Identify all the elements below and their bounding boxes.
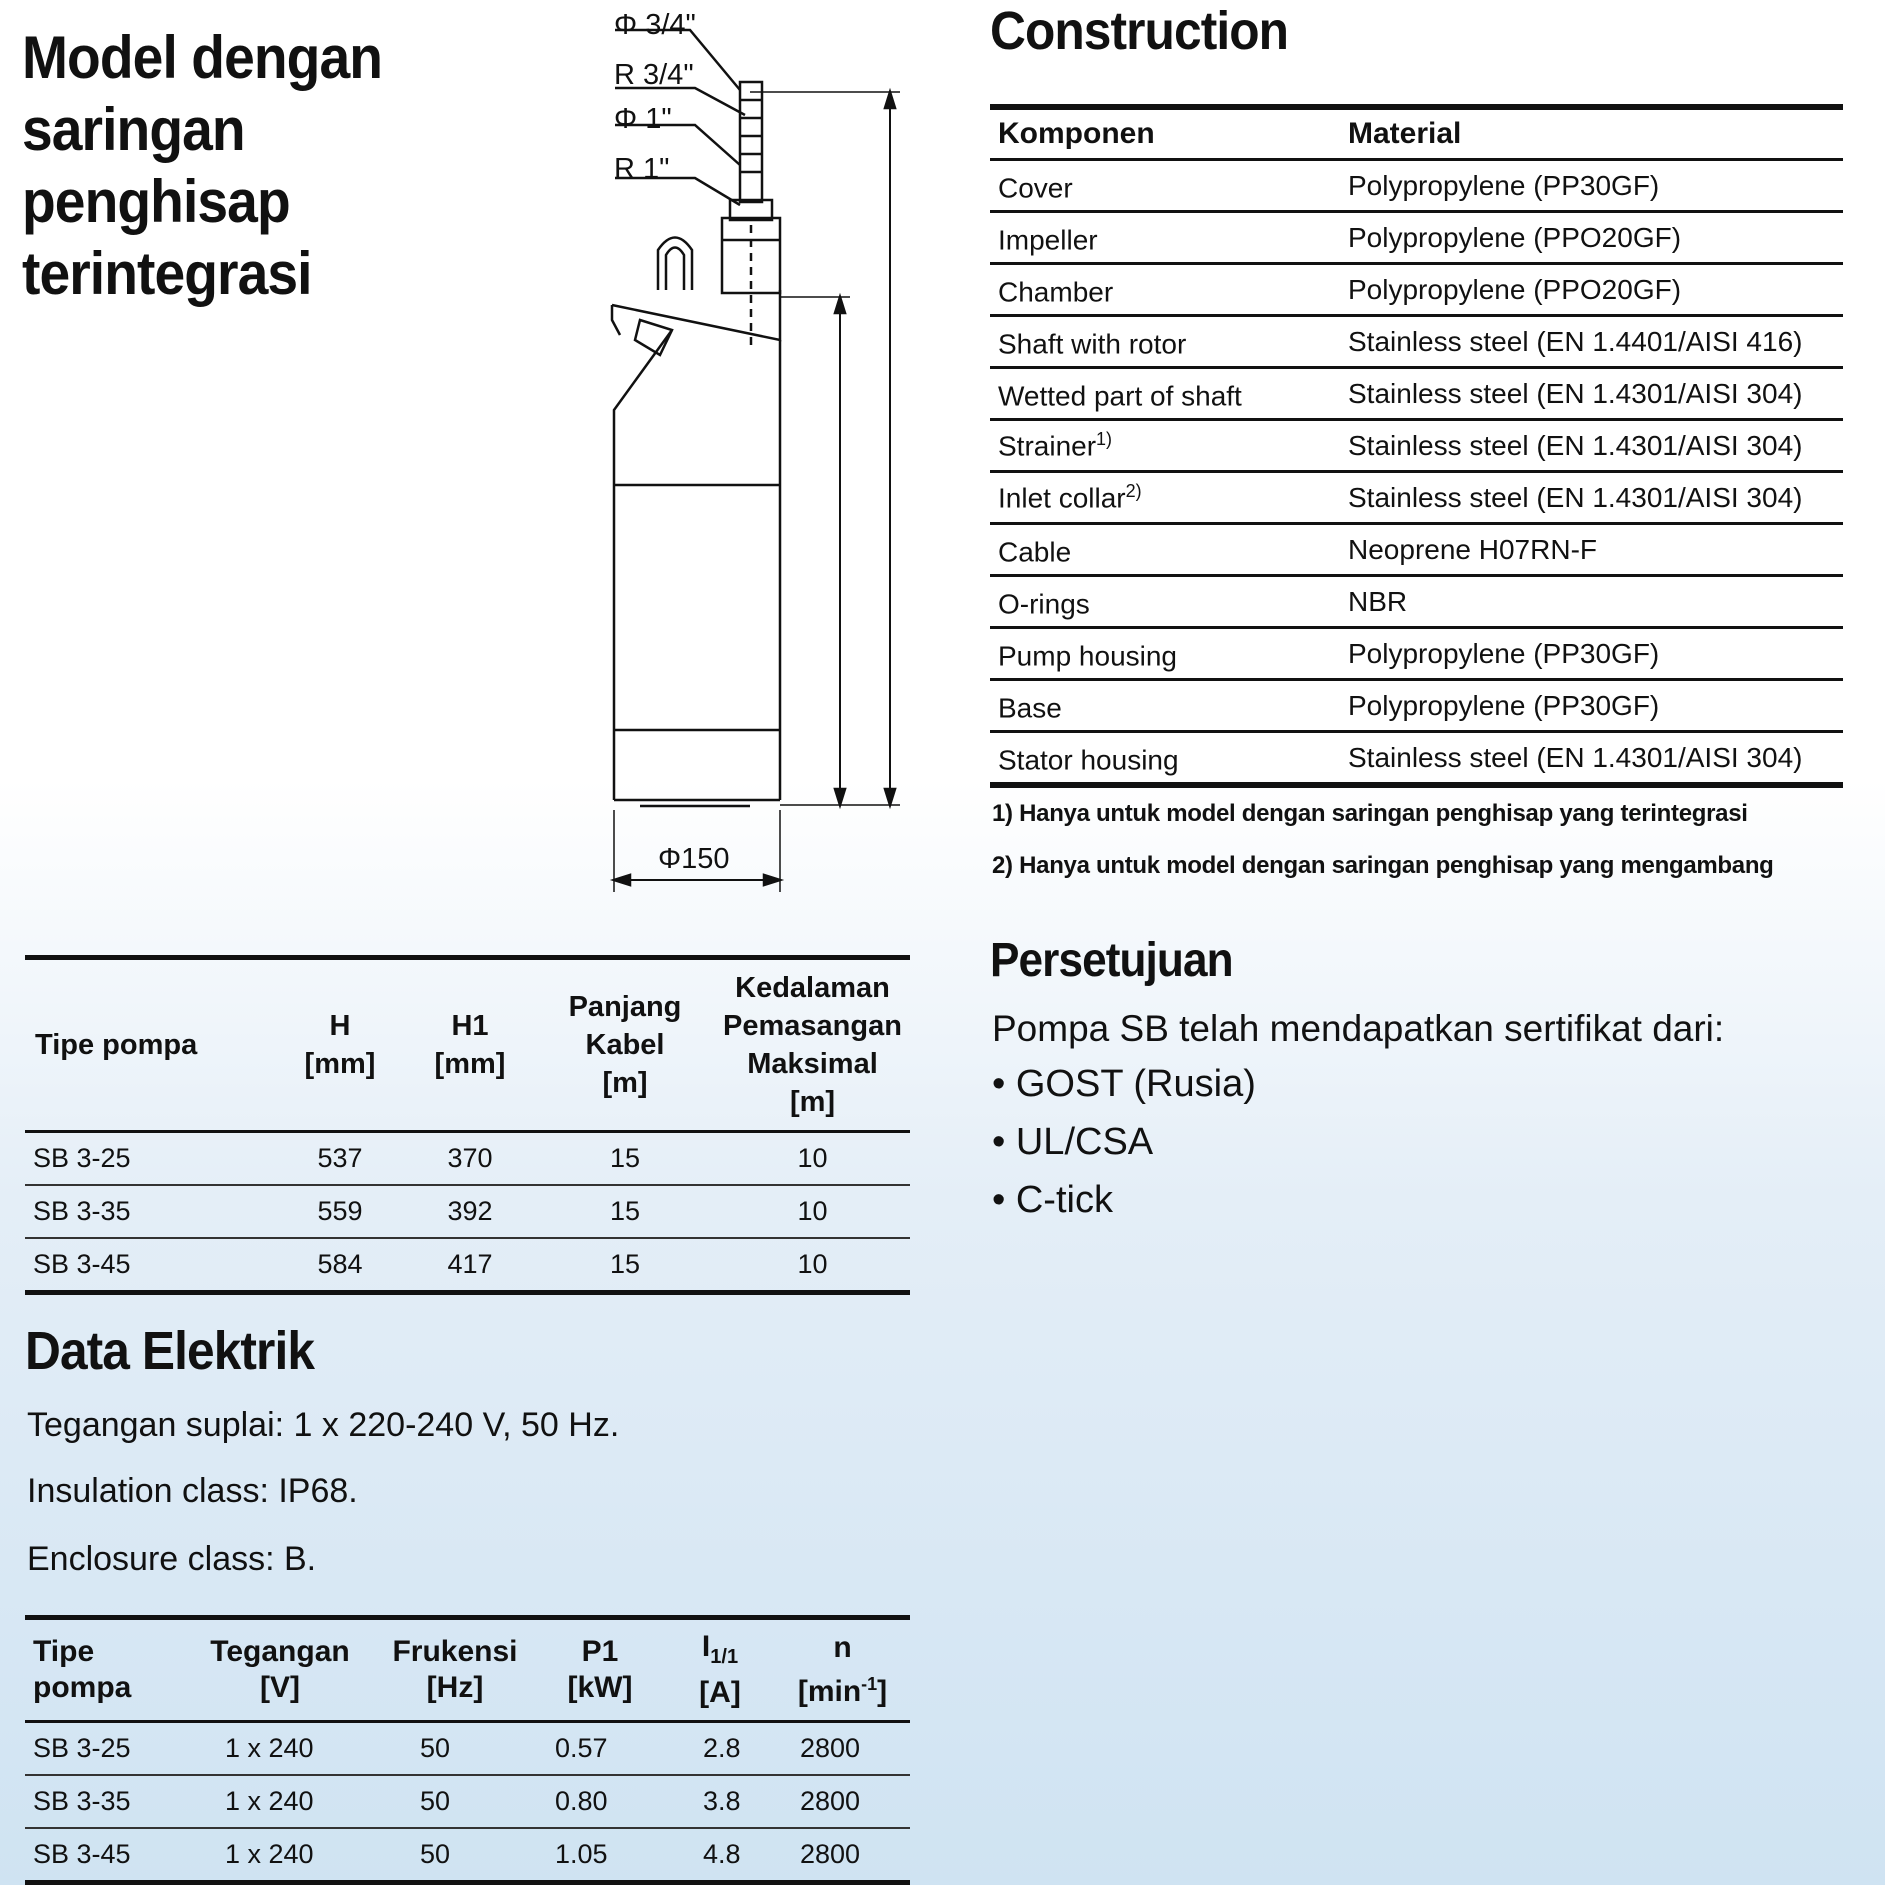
electric-heading: Data Elektrik [25,1321,315,1381]
page-title-line2: penghisap terintegrasi [22,168,312,307]
label-r-1: R 1" [614,153,670,185]
header-p1: P1 [kW] [535,1618,665,1722]
table-row: Wetted part of shaft Stainless steel (EN 1.4301/AISI 304) [990,368,1843,420]
label-phi-3-4: Φ 3/4" [614,9,696,41]
table-row: SB 3-45 584 417 15 10 [33,1249,828,1279]
approval-intro: Pompa SB telah mendapatkan sertifikat dari: [992,1008,1725,1049]
page-title-line1: Model dengan saringan [22,24,383,163]
table-row: SB 3-25 537 370 15 10 [25,1132,910,1186]
approval-item-c-tick: • C-tick [992,1179,1113,1221]
table-row: Pump housing Polypropylene (PP30GF) [990,628,1843,680]
table-row: Cable Neoprene H07RN-F [990,524,1843,576]
label-r-3-4: R 3/4" [614,59,694,91]
table-row: SB 3-35 559 392 15 10 [25,1185,910,1238]
header-tipe-pompa: Tipe pompa [25,958,275,1132]
table-row: Chamber Polypropylene (PPO20GF) [990,264,1843,316]
dimension-table [25,955,910,1295]
header-h1: H1 [mm] [405,958,535,1132]
table-row: Inlet collar$^{2)}$ Stainless steel (EN 1.4301/AISI 304) [990,472,1843,524]
table-row: SB 3-25 1 x 240 50 0.57 2.8 2800 [25,1722,910,1776]
table-row: Strainer$^{1)}$ Stainless steel (EN 1.4301/AISI 304) [990,420,1843,472]
electric-table [25,1615,910,1885]
label-phi-1: Φ 1" [614,103,672,135]
header-frekuensi: Frukensi [Hz] [375,1618,535,1722]
header-h: H [mm] [275,958,405,1132]
electric-table-header [25,1618,910,1722]
table-row: SB 3-45 1 x 240 50 1.05 4.8 2800 [33,1839,861,1869]
table-row: Base Polypropylene (PP30GF) [990,680,1843,732]
footnote-1: 1) Hanya untuk model dengan saringan penghisap yang terintegrasi [992,800,1748,827]
page-title [22,22,556,310]
enclosure-class-text: Enclosure class: B. [27,1540,317,1578]
approval-item-ul-csa: • UL/CSA [992,1121,1154,1163]
construction-table-header [990,107,1843,160]
approval-item-gost: • GOST (Rusia) [992,1063,1256,1105]
header-komponen: Komponen [990,107,1340,160]
header-tegangan: Tegangan [V] [185,1618,375,1722]
dimension-table-header [25,958,910,1132]
construction-table [990,104,1843,788]
header-panjang-kabel: Panjang Kabel [m] [535,958,715,1132]
header-speed: n $[\min^{-1}]$ [775,1618,910,1722]
label-phi-150: Φ150 [658,843,730,875]
supply-voltage-text: Tegangan suplai: 1 x 220-240 V, 50 Hz. [27,1406,620,1444]
insulation-class-text: Insulation class: IP68. [27,1472,358,1510]
table-row: SB 3-35 1 x 240 50 0.80 3.8 2800 [25,1775,910,1828]
table-row: Shaft with rotor Stainless steel (EN 1.4401/AISI 416) [990,316,1843,368]
table-row: Cover Polypropylene (PP30GF) [990,160,1843,212]
footnote-2: 2) Hanya untuk model dengan saringan penghisap yang mengambang [992,852,1774,879]
header-tipe-pompa: Tipe pompa [25,1618,185,1722]
header-material: Material [1340,107,1843,160]
pump-dimension-drawing [600,0,930,900]
header-current: $I_{1/1}$ [A] [665,1618,775,1722]
table-row: Stator housing Stainless steel (EN 1.4301/AISI 304) [998,741,1803,776]
table-row: O-rings NBR [990,576,1843,628]
table-row: Impeller Polypropylene (PPO20GF) [990,212,1843,264]
construction-heading: Construction [990,1,1289,61]
approval-heading: Persetujuan [990,934,1233,987]
header-kedalaman: Kedalaman Pemasangan Maksimal [m] [715,958,910,1132]
